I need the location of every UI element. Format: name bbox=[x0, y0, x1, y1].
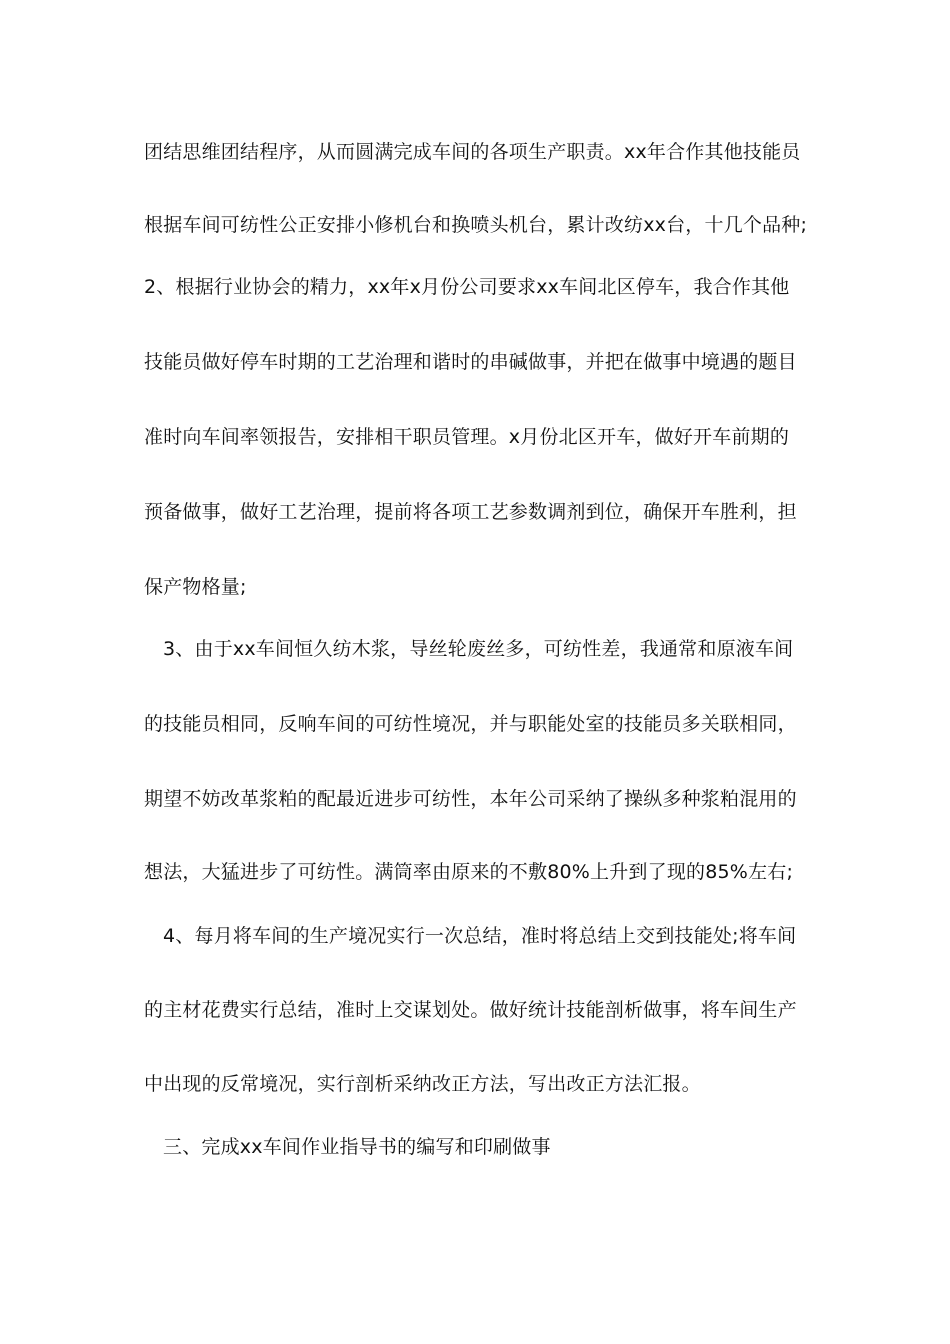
text-line-13: 的主材花费实行总结，准时上交谋划处。做好统计技能剖析做事，将车间生产 bbox=[144, 999, 797, 1021]
text-line-10: 期望不妨改革浆粕的配最近进步可纺性，本年公司采纳了操纵多种浆粕混用的 bbox=[144, 788, 797, 810]
text-line-4: 技能员做好停车时期的工艺治理和谐时的串碱做事，并把在做事中境遇的题目 bbox=[144, 351, 797, 373]
text-line-11: 想法，大猛进步了可纺性。满筒率由原来的不敷80%上升到了现的85%左右; bbox=[144, 861, 794, 883]
text-line-6: 预备做事，做好工艺治理，提前将各项工艺参数调剂到位，确保开车胜利，担 bbox=[144, 501, 797, 523]
section-heading: 三、完成xx车间作业指导书的编写和印刷做事 bbox=[163, 1136, 551, 1158]
text-line-8: 3、由于xx车间恒久纺木浆，导丝轮废丝多，可纺性差，我通常和原液车间 bbox=[163, 638, 794, 660]
text-line-14: 中出现的反常境况，实行剖析采纳改正方法，写出改正方法汇报。 bbox=[144, 1073, 701, 1095]
text-line-9: 的技能员相同，反响车间的可纺性境况，并与职能处室的技能员多关联相同， bbox=[144, 713, 797, 735]
text-line-2: 根据车间可纺性公正安排小修机台和换喷头机台，累计改纺xx台，十几个品种; bbox=[144, 214, 808, 236]
text-line-7: 保产物格量; bbox=[144, 576, 247, 598]
text-line-1: 团结思维团结程序，从而圆满完成车间的各项生产职责。xx年合作其他技能员 bbox=[144, 141, 801, 163]
text-line-5: 准时向车间率领报告，安排相干职员管理。x月份北区开车，做好开车前期的 bbox=[144, 426, 790, 448]
text-line-12: 4、每月将车间的生产境况实行一次总结，准时将总结上交到技能处;将车间 bbox=[163, 925, 797, 947]
text-line-3: 2、根据行业协会的精力，xx年x月份公司要求xx车间北区停车，我合作其他 bbox=[144, 276, 790, 298]
